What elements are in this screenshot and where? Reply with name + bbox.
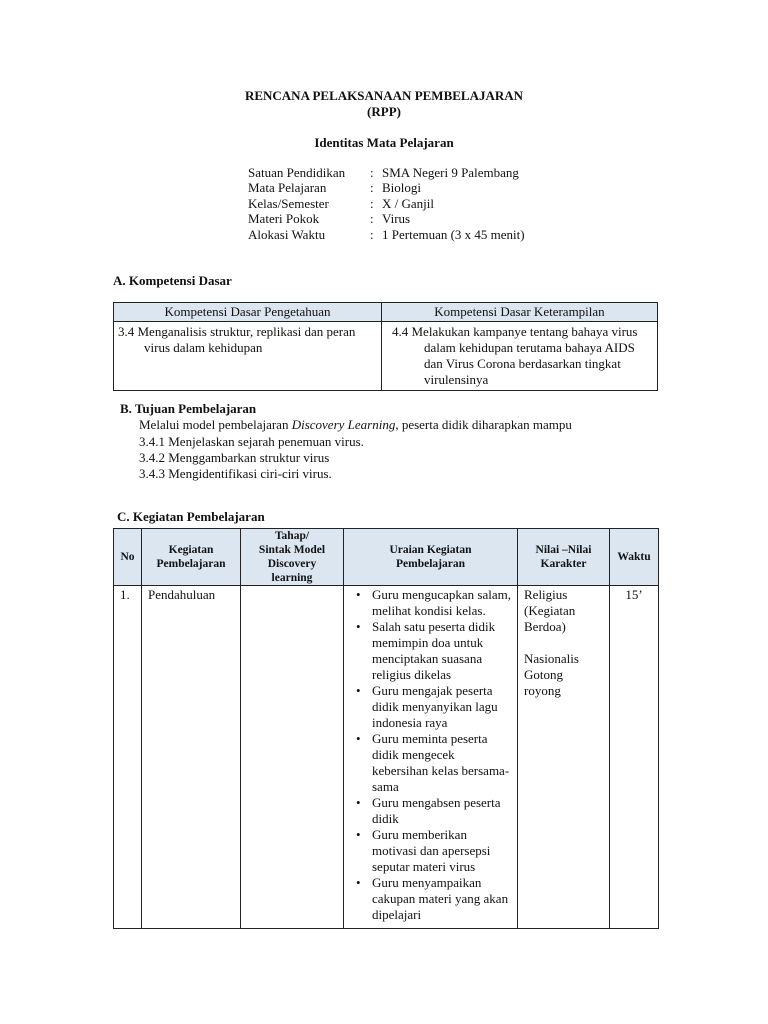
header-no: No	[114, 529, 142, 586]
identity-colon: :	[370, 227, 374, 242]
section-a-heading: A. Kompetensi Dasar	[113, 273, 232, 288]
identity-label: Materi Pokok	[248, 211, 320, 226]
identity-label: Mata Pelajaran	[248, 180, 327, 195]
header-kegiatan	[142, 529, 241, 586]
identity-colon: :	[370, 165, 374, 180]
objective-item: 3.4.1 Menjelaskan sejarah penemuan virus.	[139, 434, 364, 449]
header-tahap-line: Sintak Model	[258, 544, 326, 556]
identity-label: Kelas/Semester	[248, 196, 329, 211]
header-waktu: Waktu	[610, 529, 659, 586]
header-uraian	[344, 529, 518, 586]
kd-header-pengetahuan: Kompetensi Dasar Pengetahuan	[114, 303, 382, 322]
header-tahap-line: Tahap/	[274, 530, 310, 542]
cell-tahap	[241, 586, 344, 929]
kd-header-keterampilan: Kompetensi Dasar Keterampilan	[382, 303, 658, 322]
kd-text-pengetahuan: 3.4 Menganalisis struktur, replikasi dan peran virus dalam kehidupan	[118, 324, 356, 355]
section-b-heading: B. Tujuan Pembelajaran	[120, 401, 257, 416]
identity-colon: :	[370, 211, 374, 226]
cell-kegiatan: Pendahuluan	[142, 586, 241, 929]
nilai-spacer	[524, 635, 603, 651]
cell-waktu: 15’	[610, 586, 659, 929]
header-tahap-line: Discovery	[267, 558, 317, 570]
list-item: • Guru meminta peserta didik mengecek kebersihan kelas bersama-sama	[372, 731, 511, 795]
header-tahap	[241, 529, 344, 586]
objective-item: 3.4.3 Mengidentifikasi ciri-ciri virus.	[139, 466, 332, 481]
header-nilai-line: Nilai –Nilai	[535, 544, 592, 556]
document-title: RENCANA PELAKSANAAN PEMBELAJARAN	[244, 88, 524, 103]
header-uraian-line: Uraian Kegiatan	[389, 544, 472, 556]
kompetensi-dasar-table	[113, 302, 658, 391]
section-c-heading: C. Kegiatan Pembelajaran	[117, 509, 265, 524]
identity-colon: :	[370, 196, 374, 211]
tujuan-intro-start: Melalui model pembelajaran	[139, 417, 292, 432]
identity-colon: :	[370, 180, 374, 195]
header-kegiatan-line: Pembelajaran	[156, 558, 226, 570]
identity-label: Alokasi Waktu	[248, 227, 326, 242]
list-item: • Guru mengabsen peserta didik	[372, 795, 511, 827]
list-item: • Guru memberikan motivasi dan apersepsi seputar materi virus	[372, 827, 511, 875]
header-tahap-line: learning	[271, 572, 313, 584]
document-subtitle: (RPP)	[367, 104, 401, 119]
identity-value: X / Ganjil	[382, 196, 434, 211]
list-item: • Guru mengucapkan salam, melihat kondisi kelas.	[372, 587, 511, 619]
objective-list	[139, 434, 364, 482]
cell-no: 1.	[114, 586, 142, 929]
list-item: • Salah satu peserta didik memimpin doa untuk menciptakan suasana religius dikelas	[372, 619, 511, 683]
nilai-line: Nasionalis	[524, 651, 579, 666]
identity-value: 1 Pertemuan (3 x 45 menit)	[382, 227, 525, 242]
identity-value: Virus	[382, 211, 411, 226]
list-item: • Guru menyampaikan cakupan materi yang akan dipelajari	[372, 875, 511, 923]
kd-cell-pengetahuan	[114, 322, 382, 391]
uraian-list	[350, 587, 511, 923]
header-nilai-line: Karakter	[540, 558, 587, 570]
identity-label: Satuan Pendidikan	[248, 165, 346, 180]
identity-value: Biologi	[382, 180, 422, 195]
nilai-line: (Kegiatan	[524, 603, 576, 618]
list-item: • Guru mengajak peserta didik menyanyikan lagu indonesia raya	[372, 683, 511, 731]
tujuan-intro-end: , peserta didik diharapkan mampu	[395, 417, 572, 432]
nilai-line: Religius	[524, 587, 568, 602]
identity-value: SMA Negeri 9 Palembang	[382, 165, 519, 180]
tujuan-intro-model: Discovery Learning	[291, 417, 396, 432]
tujuan-intro	[139, 417, 572, 433]
header-kegiatan-line: Kegiatan	[168, 544, 214, 556]
cell-uraian	[344, 586, 518, 929]
objective-item: 3.4.2 Menggambarkan struktur virus	[139, 450, 330, 465]
kd-cell-keterampilan	[382, 322, 658, 391]
header-uraian-line: Pembelajaran	[396, 558, 465, 570]
nilai-line: royong	[524, 683, 561, 698]
kd-text-keterampilan: 4.4 Melakukan kampanye tentang bahaya virus dalam kehidupan terutama bahaya AIDS dan Virus Corona berdasarkan tingkat virulensinya	[392, 324, 638, 387]
nilai-line: Berdoa)	[524, 619, 566, 634]
table-row	[114, 586, 659, 929]
identity-heading: Identitas Mata Pelajaran	[314, 135, 454, 150]
nilai-line: Gotong	[524, 667, 563, 682]
cell-nilai	[518, 586, 610, 929]
kegiatan-table	[113, 528, 659, 929]
header-nilai	[518, 529, 610, 586]
